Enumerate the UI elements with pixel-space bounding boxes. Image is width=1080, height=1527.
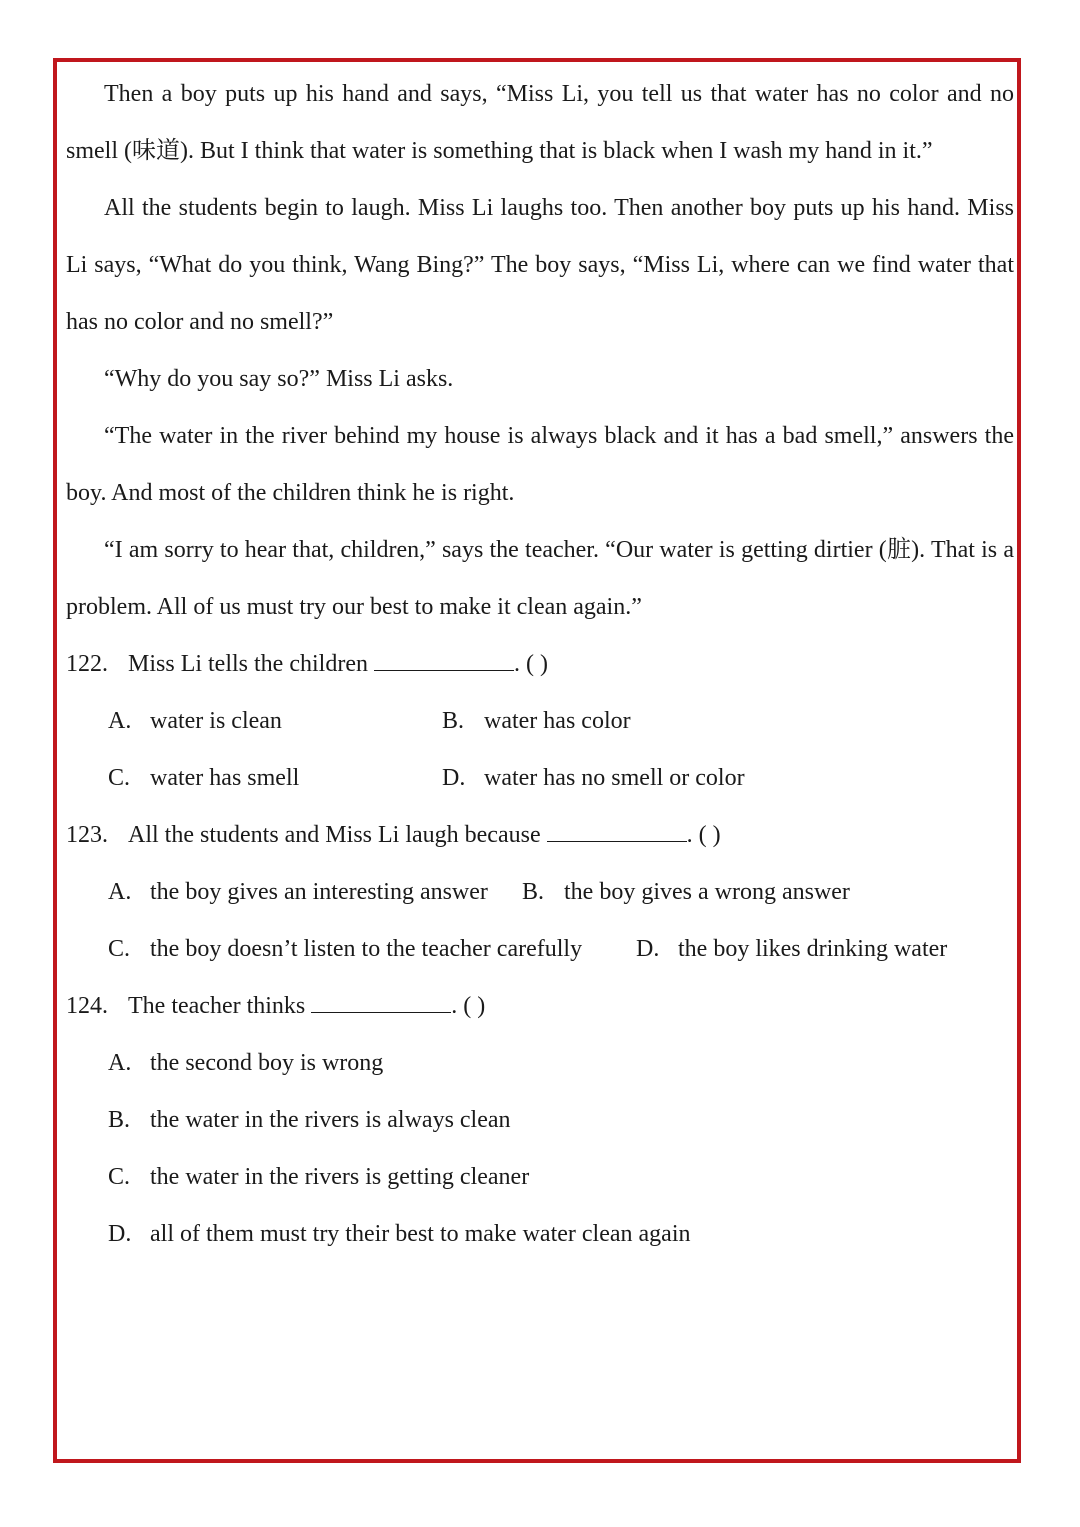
question-number: 123. <box>66 822 108 848</box>
option-d[interactable] <box>108 1206 690 1263</box>
answer-bracket: . ( ) <box>451 993 486 1019</box>
option-text: the second boy is wrong <box>150 1050 384 1076</box>
option-text: the boy gives a wrong answer <box>564 879 850 905</box>
option-letter: C. <box>108 765 131 791</box>
answer-bracket: . ( ) <box>686 822 721 848</box>
option-text: water is clean <box>150 708 282 734</box>
option-text: the water in the rivers is getting cleaner <box>150 1164 530 1190</box>
options-row <box>66 1149 1014 1206</box>
option-text: water has color <box>484 708 631 734</box>
option-letter: A. <box>108 879 132 905</box>
answer-blank[interactable] <box>311 990 451 1013</box>
option-letter: B. <box>108 1107 131 1133</box>
option-letter: C. <box>108 1164 131 1190</box>
option-d[interactable] <box>636 921 947 978</box>
question-123 <box>66 807 1014 978</box>
passage-paragraph-3: “Why do you say so?” Miss Li asks. <box>104 366 454 392</box>
answer-bracket: . ( ) <box>513 651 548 677</box>
option-a[interactable] <box>108 693 282 750</box>
option-text: the boy likes drinking water <box>678 936 948 962</box>
options-row <box>66 864 1014 921</box>
option-text: water has no smell or color <box>484 765 745 791</box>
question-stem <box>66 978 1014 1035</box>
option-text: the boy doesn’t listen to the teacher carefully <box>150 936 583 962</box>
question-122 <box>66 636 1014 807</box>
options-row <box>66 750 1014 807</box>
option-c[interactable] <box>108 1149 529 1206</box>
question-text: All the students and Miss Li laugh because <box>128 822 541 848</box>
option-letter: C. <box>108 936 131 962</box>
option-text: water has smell <box>150 765 300 791</box>
reading-passage <box>66 66 1014 636</box>
option-text: the boy gives an interesting answer <box>150 879 488 905</box>
option-letter: D. <box>636 936 660 962</box>
question-stem <box>66 636 1014 693</box>
question-stem <box>66 807 1014 864</box>
options-row <box>66 1206 1014 1263</box>
option-letter: D. <box>108 1221 132 1247</box>
options-row <box>66 921 1014 978</box>
option-letter: A. <box>108 708 132 734</box>
options-row <box>66 1092 1014 1149</box>
option-letter: A. <box>108 1050 132 1076</box>
option-letter: D. <box>442 765 466 791</box>
worksheet-content <box>66 66 1014 1263</box>
option-letter: B. <box>442 708 465 734</box>
passage-paragraph-1: Then a boy puts up his hand and says, “Miss Li, you tell us that water has no color and no smell (味道). But I think that water is something that is black when I wash my hand in it.” <box>66 81 1014 164</box>
option-c[interactable] <box>108 750 299 807</box>
question-number: 124. <box>66 993 108 1019</box>
options-row <box>66 1035 1014 1092</box>
option-b[interactable] <box>108 1092 511 1149</box>
options-row <box>66 693 1014 750</box>
option-letter: B. <box>522 879 545 905</box>
option-b[interactable] <box>522 864 850 921</box>
passage-paragraph-2: All the students begin to laugh. Miss Li laughs too. Then another boy puts up his hand. Miss Li says, “What do you think, Wang Bing?” The boy says, “Miss Li, where can we find water that has no color and no smell?” <box>66 195 1014 335</box>
option-d[interactable] <box>442 750 745 807</box>
question-number: 122. <box>66 651 108 677</box>
answer-blank[interactable] <box>547 819 687 842</box>
option-text: the water in the rivers is always clean <box>150 1107 511 1133</box>
question-text: Miss Li tells the children <box>128 651 368 677</box>
question-text: The teacher thinks <box>128 993 306 1019</box>
passage-paragraph-4: “The water in the river behind my house is always black and it has a bad smell,” answers the boy. And most of the children think he is right. <box>66 423 1014 506</box>
option-b[interactable] <box>442 693 631 750</box>
option-a[interactable] <box>108 864 488 921</box>
option-c[interactable] <box>108 921 582 978</box>
answer-blank[interactable] <box>374 648 514 671</box>
option-text: all of them must try their best to make water clean again <box>150 1221 691 1247</box>
option-a[interactable] <box>108 1035 383 1092</box>
passage-paragraph-5: “I am sorry to hear that, children,” says the teacher. “Our water is getting dirtier (脏). That is a problem. All of us must try our best to make it clean again.” <box>66 537 1014 620</box>
question-124 <box>66 978 1014 1263</box>
